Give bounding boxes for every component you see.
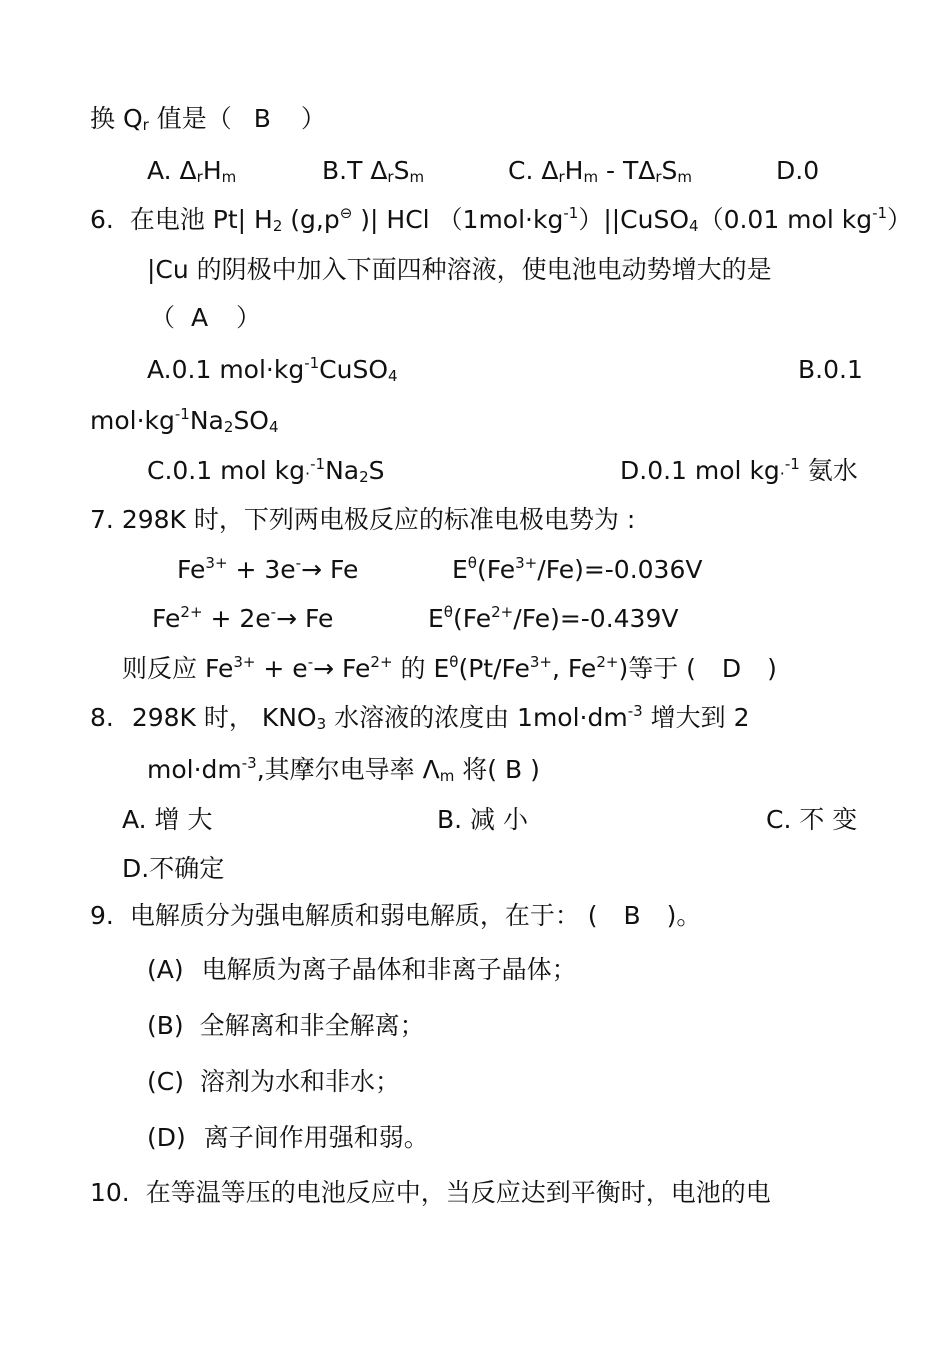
q5-line: 换 $Q_r$ 值是（ B ） — [90, 104, 326, 134]
q9-answer: B — [623, 901, 641, 930]
q7-stem: 7. 298K 时，下列两电极反应的标准电极电势为 : — [90, 505, 636, 534]
q10-stem: 10. 在等温等压的电池反应中，当反应达到平衡时，电池的电 — [90, 1178, 771, 1207]
q5-option-b: B.T $\Delta_rS_m$ — [322, 156, 425, 186]
q9-stem: 9. 电解质分为强电解质和弱电解质，在于： ( B )。 — [90, 901, 702, 930]
q8-stem-line2: $mol\cdot dm^{-3}$,其摩尔电导率 $\Lambda_m$ 将( B ) — [147, 754, 540, 785]
q6-stem-line2: |Cu 的阴极中加入下面四种溶液，使电池电动势增大的是 — [147, 255, 772, 284]
q8-option-d: D.不确定 — [122, 854, 225, 883]
q8-option-b: B. 减 小 — [437, 805, 528, 834]
q9-option-c: (C) 溶剂为水和非水； — [147, 1067, 400, 1096]
q8-stem: 8. 298K 时， $KNO_3$ 水溶液的浓度由 $1mol\cdot dm^{-3}$ 增大到 2 — [90, 702, 750, 733]
q6-option-c: C.0.1 mol $kg\cdot^{-1}Na_2S$ — [147, 455, 385, 486]
q7-question: 则反应 $Fe^{3+} + e^-\to Fe^{2+}$ 的 $E^\theta(Pt/Fe^{3+}$, $Fe^{2+}$)等于 ( D ) — [122, 653, 777, 683]
q9-option-a: (A) 电解质为离子晶体和非离子晶体； — [147, 955, 577, 984]
q5-option-a: A. $\Delta_rH_m$ — [147, 156, 237, 186]
q8-option-a: A. 增 大 — [122, 805, 213, 834]
q7-potential-2: $E^\theta(Fe^{2+}/Fe)=-0.439V$ — [428, 603, 679, 633]
q7-potential-1: $E^\theta(Fe^{3+}/Fe)=-0.036V$ — [452, 554, 703, 584]
q5-option-c: C. $\Delta_rH_m - T\Delta_rS_m$ — [508, 156, 693, 186]
q7-answer: D — [721, 654, 742, 683]
q7-reaction-2: $Fe^{2+} + 2e^-\to Fe$ — [152, 603, 334, 633]
q6-answer-line: （ A ） — [150, 303, 262, 332]
q6-stem: 6. 在电池 Pt| $H_2$ (g,p⊖ )| HCl $(1mol\cdot kg^{-1})||CuSO_4(0.01$ mol $kg^{-1}$） — [90, 204, 913, 235]
q8-option-c: C. 不 变 — [766, 805, 858, 834]
q9-option-b: (B) 全解离和非全解离； — [147, 1011, 425, 1040]
q6-option-a: A.0.1 $mol\cdot kg^{-1}CuSO_4$ — [147, 354, 398, 385]
q9-option-d: (D) 离子间作用强和弱。 — [147, 1123, 429, 1152]
q6-answer: A — [190, 303, 209, 332]
q6-option-b: B.0.1 — [798, 355, 863, 384]
q5-option-d: D.0 — [776, 156, 820, 185]
q6-option-b-cont: $mol\cdot kg^{-1}Na_2SO_4$ — [90, 405, 279, 436]
q6-option-d: D.0.1 mol kg·$^{-1}$ 氨水 — [620, 455, 858, 485]
q5-answer: B — [253, 104, 271, 133]
q7-reaction-1: $Fe^{3+} + 3e^-\to Fe$ — [177, 554, 359, 584]
